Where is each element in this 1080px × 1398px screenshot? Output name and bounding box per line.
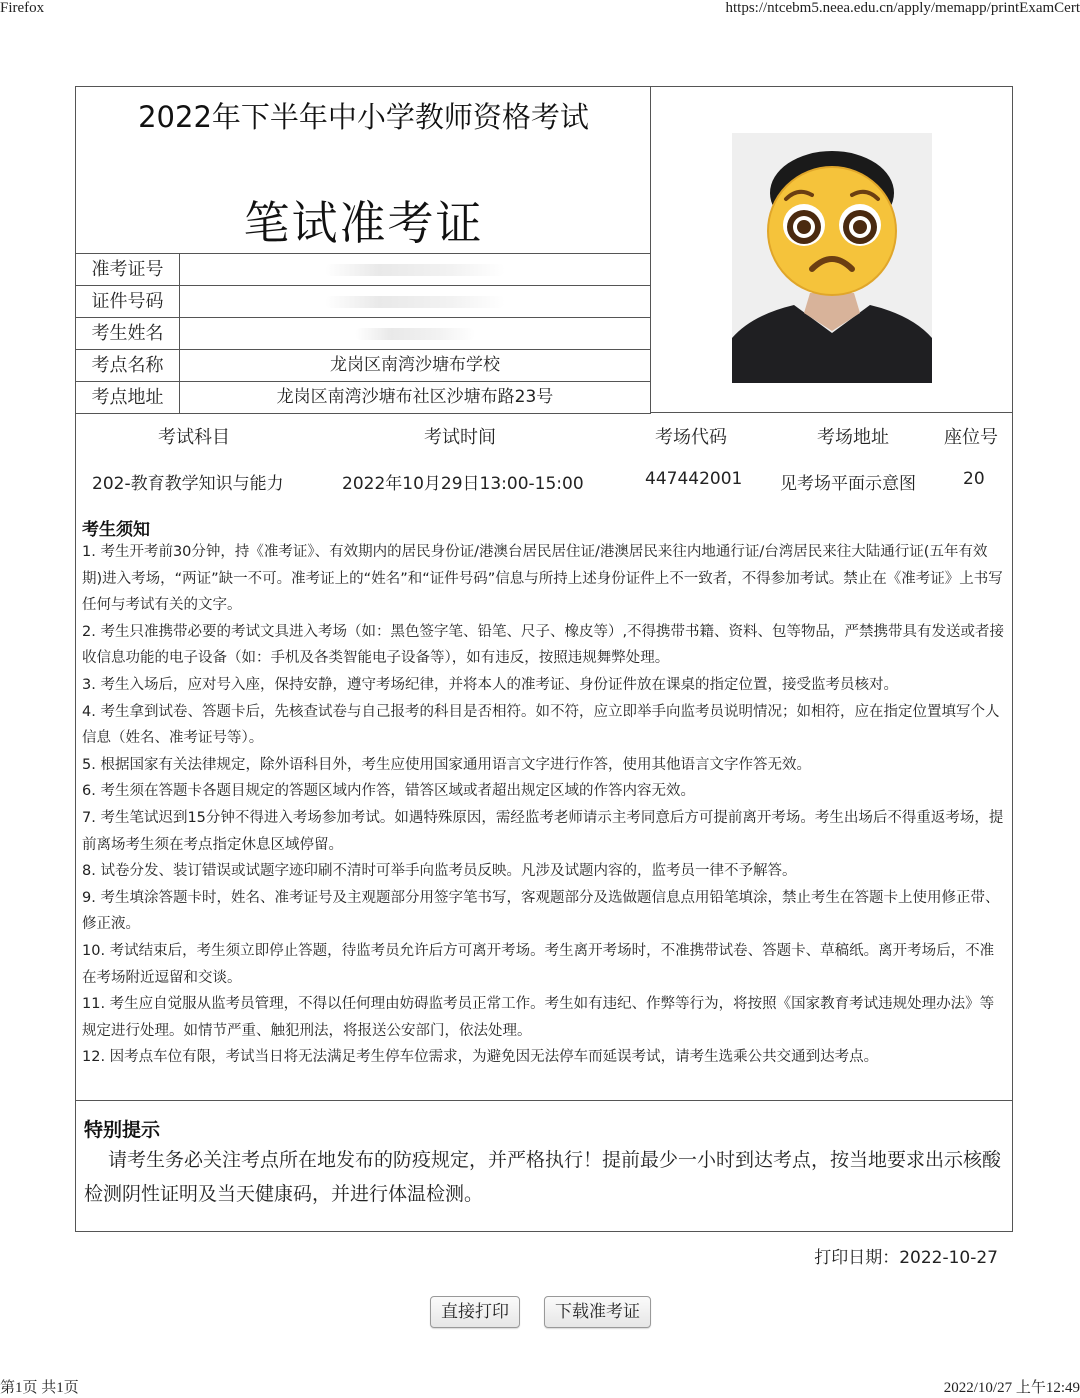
exam-subject-value: 202-教育教学知识与能力 [92,474,284,494]
id-number-value [180,286,650,317]
info-label: 证件号码 [76,286,180,317]
col-header-subject: 考试科目 [158,427,230,448]
exam-time-value: 2022年10月29日13:00-15:00 [342,474,584,494]
notes-title: 考生须知 [82,520,150,540]
room-code-value: 447442001 [645,469,743,489]
col-header-room-address: 考场地址 [817,427,889,448]
list-item: 4. 考生拿到试卷、答题卡后，先核查试卷与自己报考的科目是否相符。如不符，应立即举手向监考员说明情况；如相符，应在指定位置填写个人信息（姓名、准考证号等）。 [82,703,1000,747]
list-item: 10. 考试结束后，考生须立即停止答题，待监考员允许后方可离开考场。考生离开考场时，不准携带试卷、答题卡、草稿纸。离开考场后，不准在考场附近逗留和交谈。 [82,942,995,986]
info-row-candidate-name [76,318,651,350]
list-item: 9. 考生填涂答题卡时，姓名、准考证号及主观题部分用签字笔书写，客观题部分及选做题信息点用铅笔填涂，禁止考生在答题卡上使用修正带、修正液。 [82,889,1000,933]
page-count: 第1页 共1页 [0,1380,79,1396]
exam-site-name-value: 龙岗区南湾沙塘布学校 [330,355,500,375]
info-label: 准考证号 [76,254,180,285]
notes-list [82,539,1007,1071]
info-label: 考点地址 [76,382,180,413]
print-button[interactable]: 直接打印 [430,1296,520,1328]
page-url: https://ntcebm5.neea.edu.cn/apply/memapp/printExamCert [725,0,1080,16]
list-item: 8. 试卷分发、装订错误或试题字迹印刷不清时可举手向监考员反映。凡涉及试题内容的，监考员一律不予解答。 [82,863,797,880]
exam-certificate [75,86,1013,1232]
pleading-face-emoji-icon [732,133,932,383]
list-item: 5. 根据国家有关法律规定，除外语科目外，考生应使用国家通用语言文字进行作答，使用其他语言文字作答无效。 [82,756,811,773]
info-label: 考生姓名 [76,318,180,349]
col-header-seat-number: 座位号 [944,427,998,448]
room-address-value: 见考场平面示意图 [780,474,916,494]
special-notice-text: 请考生务必关注考点所在地发布的防疫规定，并严格执行！提前最少一小时到达考点，按当地要求出示核酸检测阴性证明及当天健康码，并进行体温检测。 [84,1149,1002,1205]
list-item: 3. 考生入场后，应对号入座，保持安静，遵守考场纪律，并将本人的准考证、身份证件放在课桌的指定位置，接受监考员核对。 [82,676,898,693]
redaction-blur [325,264,505,276]
print-datetime: 2022/10/27 上午12:49 [943,1380,1080,1396]
info-label: 考点名称 [76,350,180,381]
list-item: 12. 因考点车位有限，考试当日将无法满足考生停车位需求，为避免因无法停车而延误考试，请考生选乘公共交通到达考点。 [82,1049,879,1066]
list-item: 11. 考生应自觉服从监考员管理，不得以任何理由妨碍监考员正常工作。考生如有违纪、作弊等行为，将按照《国家教育考试违规处理办法》等规定进行处理。如情节严重、触犯刑法，将报送公安部门，依法处理。 [82,996,995,1039]
seat-number-value: 20 [963,469,985,489]
special-notice-title: 特别提示 [84,1119,161,1141]
col-header-time: 考试时间 [424,427,496,448]
exam-title: 2022年下半年中小学教师资格考试 [138,100,589,134]
info-row-id-number [76,286,651,318]
info-row-admission-number [76,254,651,286]
list-item: 6. 考生须在答题卡各题目规定的答题区域内作答，错答区域或者超出规定区域的作答内容无效。 [82,783,695,800]
admission-number-value [180,254,650,285]
info-row-exam-site-address [76,382,651,414]
info-row-exam-site-name [76,350,651,382]
certificate-title: 笔试准考证 [243,196,484,250]
special-notice [76,1100,1012,1232]
certificate-title-block [76,87,651,254]
download-button[interactable]: 下载准考证 [544,1296,651,1328]
candidate-photo [732,133,932,383]
print-date: 打印日期：2022-10-27 [814,1248,998,1268]
exam-site-address-value: 龙岗区南湾沙塘布社区沙塘布路23号 [276,387,554,407]
candidate-name-value [180,318,650,349]
list-item: 1. 考生开考前30分钟，持《准考证》、有效期内的居民身份证/港澳台居民居住证/港澳居民来往内地通行证/台湾居民来往大陆通行证(五年有效期)进入考场，“两证”缺一不可。准考证上的“姓名”和“证件号码”信息与所持上述身份证件上不一致者，不得参加考试。禁止在《准考证》上书写任何与考试有关的文字。 [82,544,1003,614]
browser-app-name: Firefox [0,0,45,16]
list-item: 2. 考生只准携带必要的考试文具进入考场（如：黑色签字笔、铅笔、尺子、橡皮等）,不得携带书籍、资料、包等物品，严禁携带具有发送或者接收信息功能的电子设备（如：手机及各类智能电子设备等），如有违反，按照违规舞弊处理。 [82,623,1005,667]
list-item: 7. 考生笔试迟到15分钟不得进入考场参加考试。如遇特殊原因，需经监考老师请示主考同意后方可提前离开考场。考生出场后不得重返考场，提前离场考生须在考点指定休息区域停留。 [82,809,1004,853]
photo-cell [651,87,1013,413]
col-header-room-code: 考场代码 [655,427,727,448]
redaction-blur [325,296,505,308]
redaction-blur [355,328,475,340]
